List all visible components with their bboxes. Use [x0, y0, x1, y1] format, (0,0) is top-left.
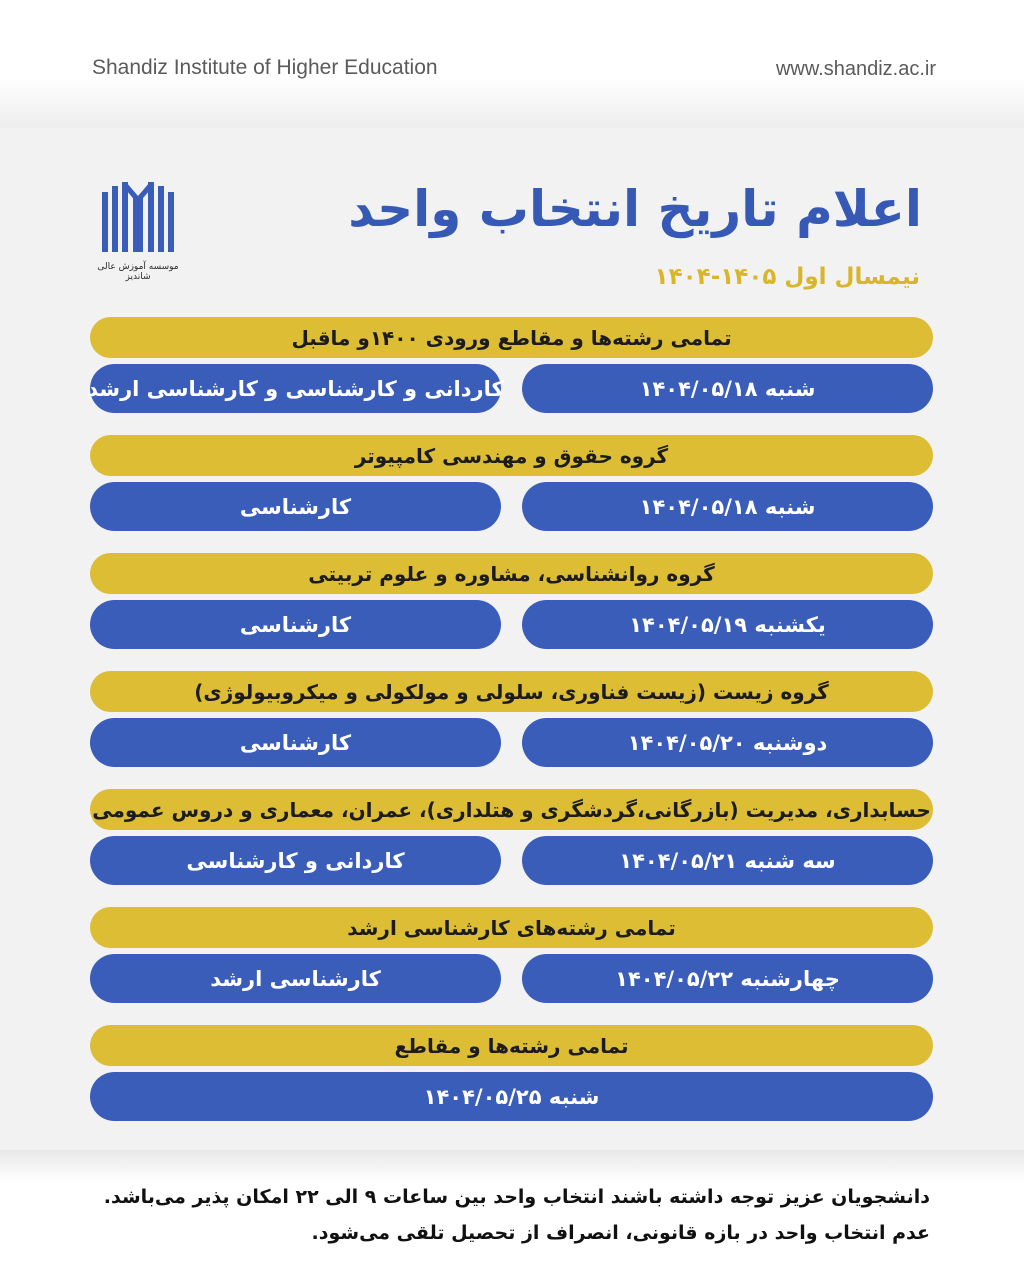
group-level: کاردانی و کارشناسی: [90, 836, 501, 885]
group-header: تمامی رشته‌های کارشناسی ارشد: [90, 907, 933, 948]
website-link[interactable]: www.shandiz.ac.ir: [775, 58, 936, 80]
group-date: شنبه ۱۴۰۴/۰۵/۱۸: [522, 364, 933, 413]
group-header: تمامی رشته‌ها و مقاطع: [90, 1025, 933, 1066]
semester-subtitle: نیمسال اول ۱۴۰۵-۱۴۰۴: [654, 264, 920, 290]
group-date: دوشنبه ۱۴۰۴/۰۵/۲۰: [522, 718, 933, 767]
group-header: گروه حقوق و مهندسی کامپیوتر: [90, 435, 933, 476]
group-level: کارشناسی: [90, 718, 501, 767]
group-date: یکشنبه ۱۴۰۴/۰۵/۱۹: [522, 600, 933, 649]
bottom-band: [0, 1150, 1024, 1280]
group-date: شنبه ۱۴۰۴/۰۵/۲۵: [90, 1072, 933, 1121]
footer-note-withdrawal: عدم انتخاب واحد در بازه قانونی، انصراف از تحصیل تلقی می‌شود.: [311, 1222, 930, 1244]
footer-note-hours: دانشجویان عزیز توجه داشته باشند انتخاب واحد بین ساعات ۹ الی ۲۲ امکان پذیر می‌باشد.: [103, 1186, 930, 1208]
group-date: شنبه ۱۴۰۴/۰۵/۱۸: [522, 482, 933, 531]
institute-name: Shandiz Institute of Higher Education: [92, 56, 438, 79]
group-header: گروه زیست (زیست فناوری، سلولی و مولکولی و میکروبیولوژی): [90, 671, 933, 712]
group-level: کارشناسی: [90, 600, 501, 649]
page-title: اعلام تاریخ انتخاب واحد: [348, 180, 922, 238]
group-date: سه شنبه ۱۴۰۴/۰۵/۲۱: [522, 836, 933, 885]
group-header: تمامی رشته‌ها و مقاطع ورودی ۱۴۰۰و ماقبل: [90, 317, 933, 358]
group-level: کارشناسی: [90, 482, 501, 531]
logo-caption: موسسه آموزش عالی شاندیز: [97, 262, 179, 282]
group-level: کاردانی و کارشناسی و کارشناسی ارشد: [90, 364, 501, 413]
group-date: چهارشنبه ۱۴۰۴/۰۵/۲۲: [522, 954, 933, 1003]
group-level: کارشناسی ارشد: [90, 954, 501, 1003]
group-header: گروه روانشناسی، مشاوره و علوم تربیتی: [90, 553, 933, 594]
group-header: حسابداری، مدیریت (بازرگانی،گردشگری و هتلداری)، عمران، معماری و دروس عمومی: [90, 789, 933, 830]
